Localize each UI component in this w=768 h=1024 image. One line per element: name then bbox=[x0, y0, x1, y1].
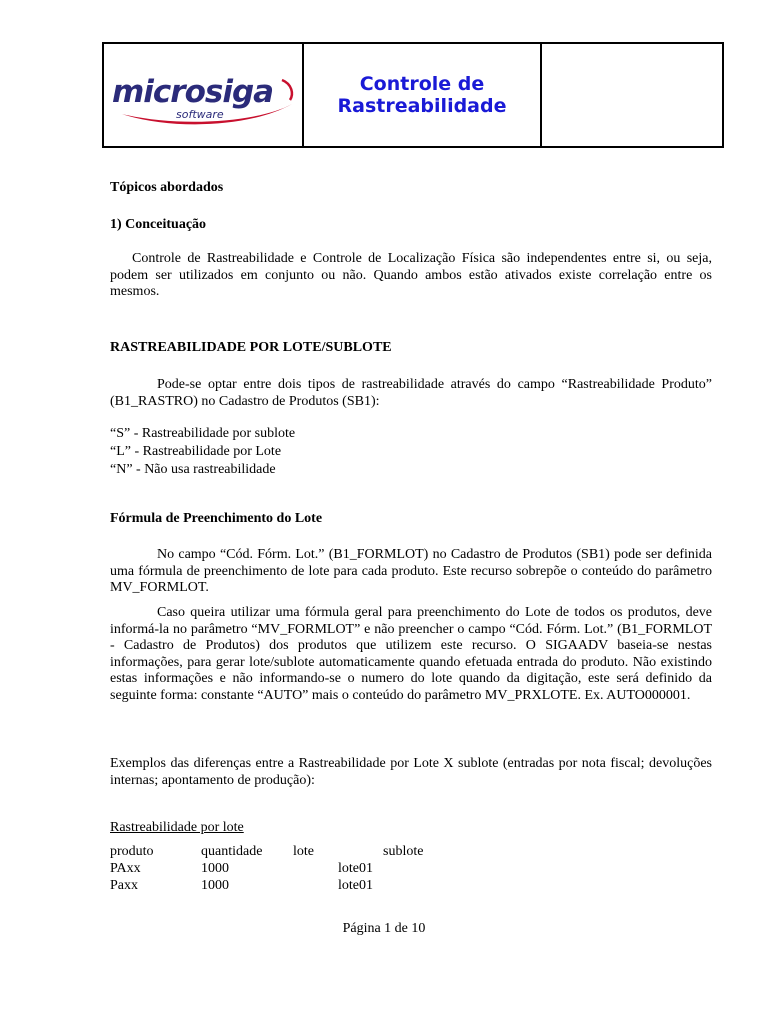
col-header-produto: produto bbox=[110, 844, 154, 859]
cell-produto: PAxx bbox=[110, 861, 141, 876]
col-header-sublote: sublote bbox=[383, 844, 424, 859]
formula-paragraph-2: Caso queira utilizar uma fórmula geral para preenchimento do Lote de todos os produtos, deve informá-la no parâmetro “MV_FORMLOT” e não preencher o campo “Cód. Fórm. Lot.” (B1_FORMLOT - Cadastro de Produtos) dos produtos que utilizem este recurso. O SIGAADV baseia-se nestas informações, para gerar lote/sublote automaticamente quando efetuada entrada do produto. Não existindo estas informações e não informando-se o numero do lote quando da digitação, este será definido da seguinte forma: constante “AUTO” mais o conteúdo do parâmetro MV_PRXLOTE. Ex. AUTO000001. bbox=[110, 605, 712, 703]
formula-heading: Fórmula de Preenchimento do Lote bbox=[110, 511, 323, 526]
option-l: “L” - Rastreabilidade por Lote bbox=[110, 444, 282, 459]
option-n: “N” - Não usa rastreabilidade bbox=[110, 462, 276, 477]
section1-heading: 1) Conceituação bbox=[110, 217, 207, 232]
logo-wordmark: microsiga bbox=[112, 74, 274, 110]
formula-paragraph-1: No campo “Cód. Fórm. Lot.” (B1_FORMLOT) no Cadastro de Produtos (SB1) pode ser definida uma fórmula de preenchimento de lote para cada produto. Este recurso sobrepõe o conteúdo do parâmetro MV_FORMLOT. bbox=[110, 547, 712, 595]
topics-heading: Tópicos abordados bbox=[110, 180, 224, 195]
cell-lote: lote01 bbox=[338, 861, 373, 876]
empty-cell bbox=[541, 43, 723, 147]
table-title: Rastreabilidade por lote bbox=[110, 820, 244, 835]
lote-paragraph: Pode-se optar entre dois tipos de rastreabilidade através do campo “Rastreabilidade Produto” (B1_RASTRO) no Cadastro de Produtos (SB1): bbox=[110, 377, 712, 409]
microsiga-logo bbox=[110, 70, 296, 128]
lote-heading: RASTREABILIDADE POR LOTE/SUBLOTE bbox=[110, 340, 392, 355]
option-s: “S” - Rastreabilidade por sublote bbox=[110, 426, 296, 441]
document-title: Controle de Rastreabilidade bbox=[337, 73, 507, 117]
page-footer: Página 1 de 10 bbox=[342, 921, 426, 936]
examples-paragraph: Exemplos das diferenças entre a Rastreabilidade por Lote X sublote (entradas por nota fiscal; devoluções internas; apontamento de produção): bbox=[110, 756, 712, 788]
logo-cell bbox=[103, 43, 303, 147]
logo-subtext: software bbox=[176, 108, 224, 121]
cell-quantidade: 1000 bbox=[201, 861, 229, 876]
title-cell bbox=[303, 43, 541, 147]
col-header-quantidade: quantidade bbox=[201, 844, 263, 859]
cell-lote: lote01 bbox=[338, 878, 373, 893]
cell-quantidade: 1000 bbox=[201, 878, 229, 893]
cell-produto: Paxx bbox=[110, 878, 138, 893]
col-header-lote: lote bbox=[293, 844, 314, 859]
section1-paragraph: Controle de Rastreabilidade e Controle de Localização Física são independentes entre si, ou seja, podem ser utilizados em conjunto ou não. Quando ambos estão ativados existe correlação entre os mesmos. bbox=[110, 251, 712, 299]
header-table bbox=[102, 42, 724, 148]
